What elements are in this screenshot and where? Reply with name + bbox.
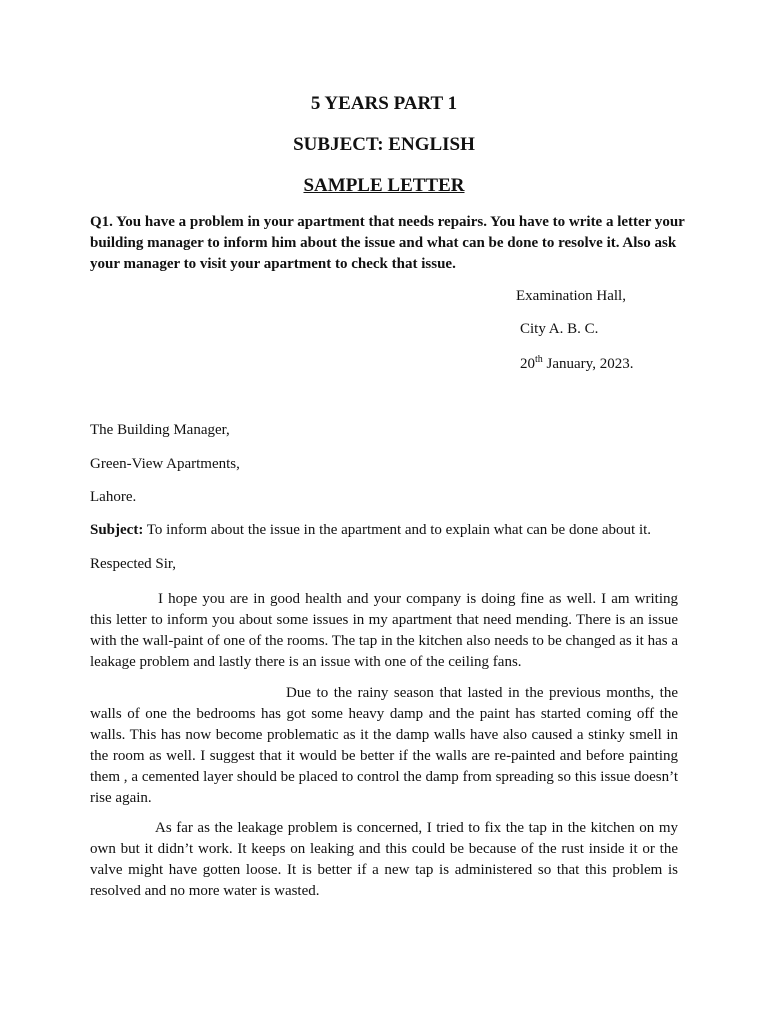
recipient-line-3: Lahore.: [90, 489, 137, 505]
title-years-part: 5 YEARS PART 1: [310, 93, 458, 114]
subject-line: [90, 522, 651, 539]
title-sample-letter: SAMPLE LETTER: [303, 175, 465, 196]
recipient-line-1: The Building Manager,: [90, 422, 230, 438]
question-text: Q1. You have a problem in your apartment that needs repairs. You have to write a letter your building manager to inform him about the issue and what can be done to resolve it. Also ask your manager to visit your apartment to check that issue.: [90, 214, 685, 272]
date-rest: January, 2023.: [542, 356, 634, 372]
paragraph-3: As far as the leakage problem is concerned, I tried to fix the tap in the kitchen on my own but it didn’t work. It keeps on leaking and this could be because of the rust inside it or the valve might have gotten loose. It is better if a new tap is administered so that this problem is resolved and no more water is wasted.: [90, 820, 678, 899]
subject-label: Subject:: [90, 522, 144, 538]
date-day: 20: [520, 356, 535, 372]
paragraph-1: I hope you are in good health and your company is doing fine as well. I am writing this letter to inform you about some issues in my apartment that need mending. There is an issue with the wall-paint of one of the rooms. The tap in the kitchen also needs to be changed as it has a leakage problem and lastly there is an issue with one of the ceiling fans.: [90, 591, 678, 670]
sender-date: [520, 354, 633, 373]
date-suffix: th: [535, 354, 543, 365]
recipient-line-2: Green-View Apartments,: [90, 456, 240, 472]
salutation: Respected Sir,: [90, 556, 177, 572]
subject-text: To inform about the issue in the apartment and to explain what can be done about it.: [143, 522, 652, 538]
sender-address-line-1: Examination Hall,: [516, 288, 626, 304]
title-subject: SUBJECT: ENGLISH: [293, 134, 475, 155]
paragraph-2: Due to the rainy season that lasted in the previous months, the walls of one the bedrooms has got some heavy damp and the paint has started coming off the walls. This has now become problematic as it the damp walls have also caused a stinky smell in the room as well. I suggest that it would be better if the walls are re-painted and before painting them , a cemented layer should be placed to control the damp from spreading so this issue doesn’t rise again.: [90, 685, 678, 806]
sender-address-line-2: City A. B. C.: [520, 321, 599, 337]
